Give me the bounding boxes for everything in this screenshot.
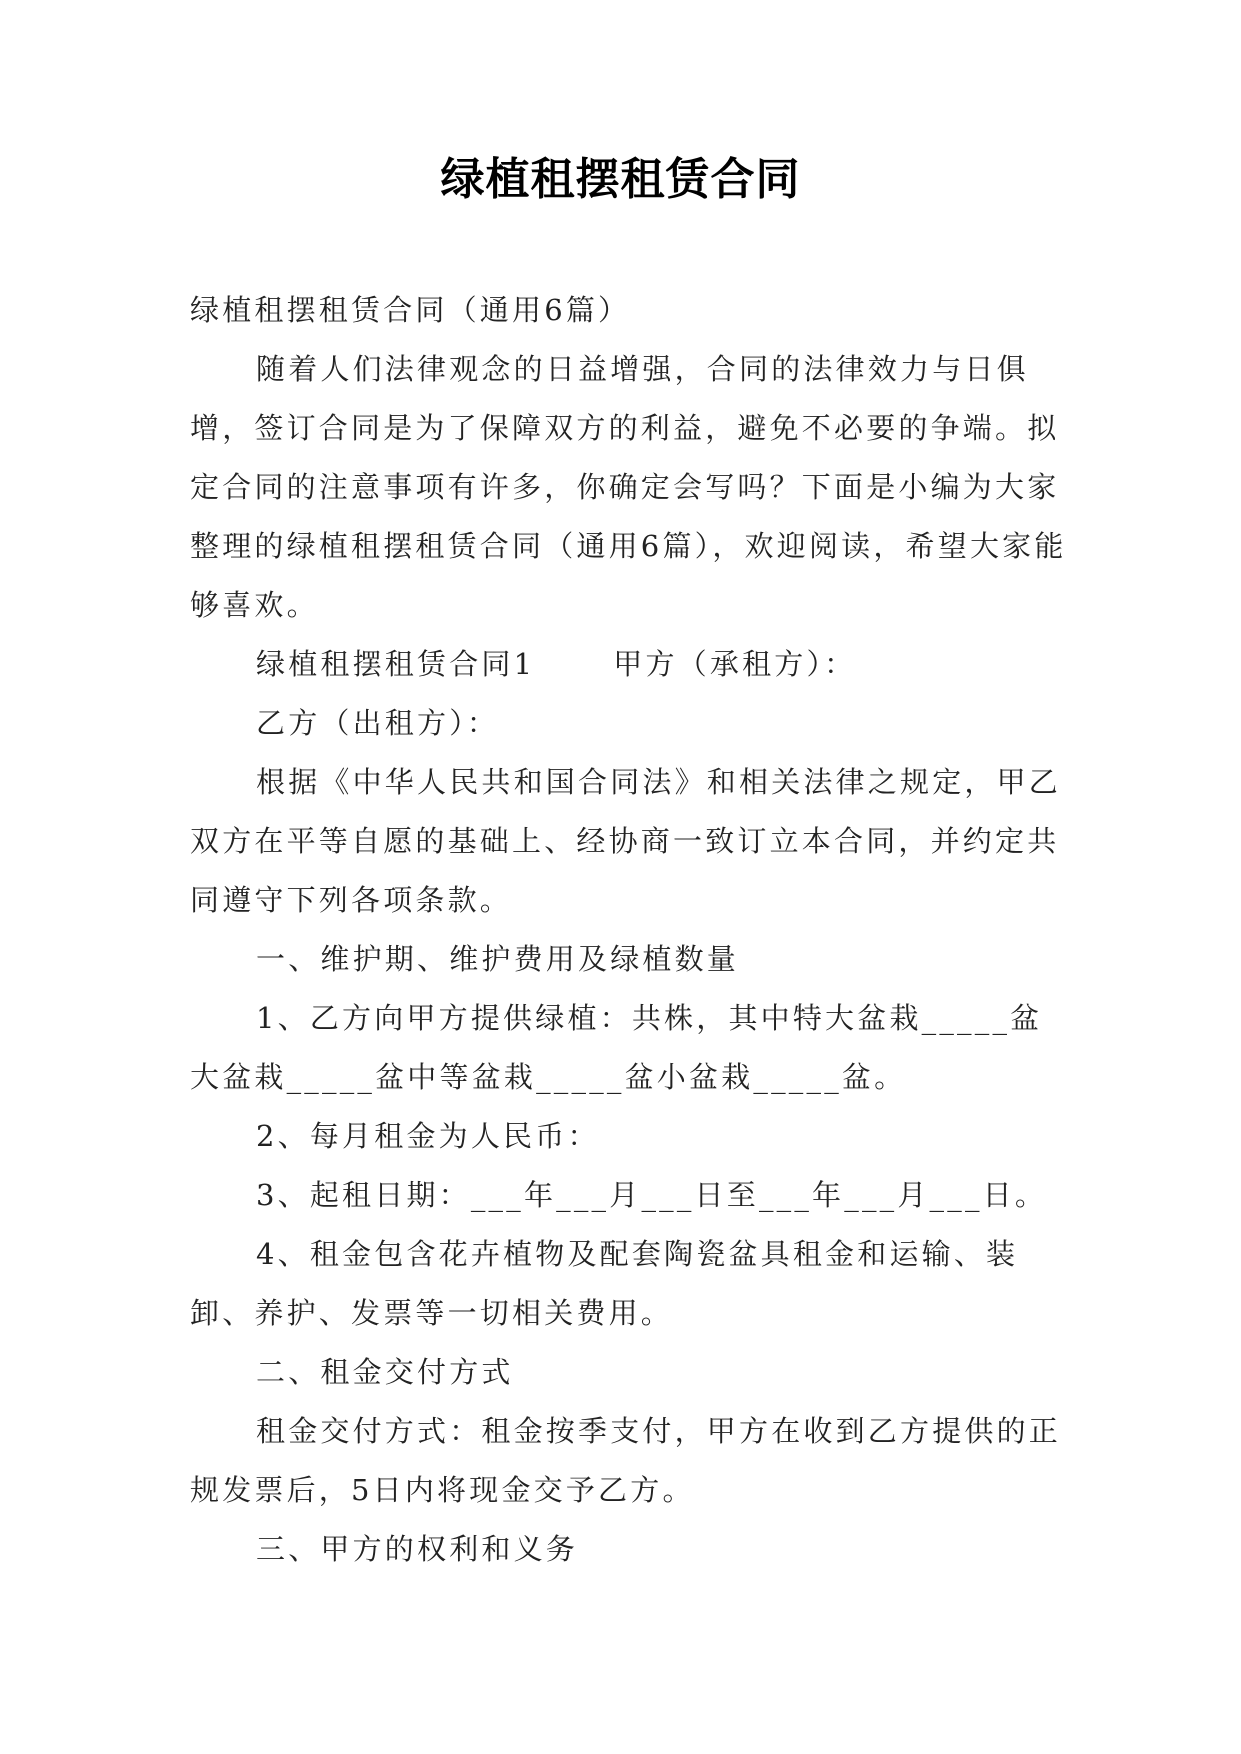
- contract-heading-line: [190, 635, 1070, 694]
- clause-1-3: 3、起租日期：___年___月___日至___年___月___日。: [256, 1178, 1048, 1212]
- contract-heading: 绿植租摆租赁合同1: [256, 647, 536, 681]
- section-2-heading: 二、租金交付方式: [256, 1355, 514, 1389]
- document-title: 绿植租摆租赁合同: [440, 154, 801, 205]
- clause-2-1: 租金交付方式：租金按季支付，甲方在收到乙方提供的正规发票后，5日内将现金交予乙方。: [190, 1414, 1062, 1507]
- document-subtitle: 绿植租摆租赁合同（通用6篇）: [190, 293, 631, 327]
- clause-1-4: 4、租金包含花卉植物及配套陶瓷盆具租金和运输、装卸、养护、发票等一切相关费用。: [190, 1237, 1019, 1330]
- intro-paragraph: 随着人们法律观念的日益增强，合同的法律效力与日俱增，签订合同是为了保障双方的利益，避免不必要的争端。拟定合同的注意事项有许多，你确定会写吗？下面是小编为大家整理的绿植租摆租赁合同（通用6篇），欢迎阅读，希望大家能够喜欢。: [190, 352, 1067, 622]
- document-body: [190, 281, 1070, 1579]
- party-b-label: 乙方（出租方）：: [256, 706, 500, 740]
- preamble-paragraph: 根据《中华人民共和国合同法》和相关法律之规定，甲乙双方在平等自愿的基础上、经协商一致订立本合同，并约定共同遵守下列各项条款。: [190, 765, 1062, 917]
- section-3-heading: 三、甲方的权利和义务: [256, 1532, 579, 1566]
- clause-1-2: 2、每月租金为人民币：: [256, 1119, 600, 1153]
- clause-1-1: 1、乙方向甲方提供绿植：共株，其中特大盆栽_____盆大盆栽_____盆中等盆栽_____盆小盆栽_____盆。: [190, 1001, 1043, 1094]
- section-1-heading: 一、维护期、维护费用及绿植数量: [256, 942, 740, 976]
- party-a-label: 甲方（承租方）：: [613, 647, 857, 681]
